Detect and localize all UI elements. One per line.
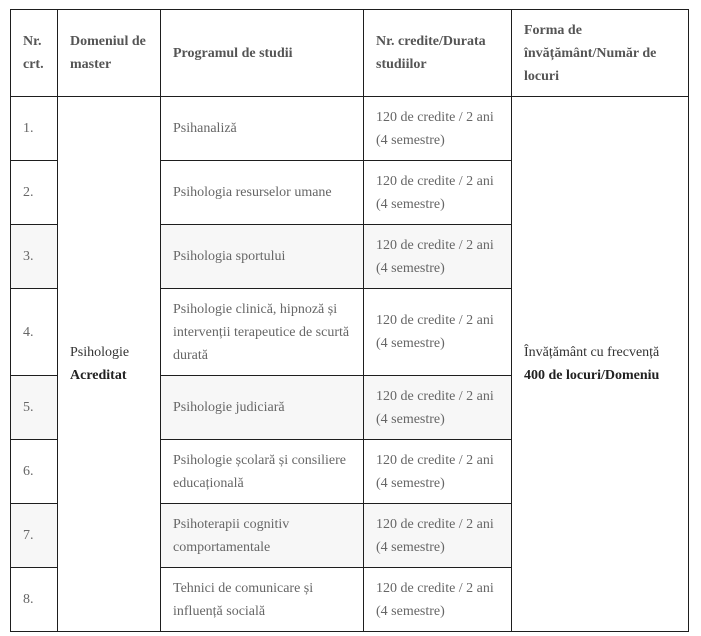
form-places: 400 de locuri/Domeniu xyxy=(524,368,660,383)
credits-duration: 120 de credite / 2 ani (4 semestre) xyxy=(364,376,512,440)
row-number: 3. xyxy=(11,225,58,289)
row-number: 2. xyxy=(11,161,58,225)
credits-duration: 120 de credite / 2 ani (4 semestre) xyxy=(364,161,512,225)
master-programs-table xyxy=(10,9,689,632)
credits-duration: 120 de credite / 2 ani (4 semestre) xyxy=(364,440,512,504)
row-number: 5. xyxy=(11,376,58,440)
program-name: Psihologia sportului xyxy=(161,225,364,289)
header-row xyxy=(11,10,689,97)
program-name: Psihanaliză xyxy=(161,97,364,161)
table-row xyxy=(11,97,689,161)
row-number: 7. xyxy=(11,504,58,568)
program-name: Psihoterapii cognitiv comportamentale xyxy=(161,504,364,568)
credits-duration: 120 de credite / 2 ani (4 semestre) xyxy=(364,504,512,568)
form-type: Învățământ cu frecvență xyxy=(524,345,660,360)
credits-duration: 120 de credite / 2 ani (4 semestre) xyxy=(364,289,512,376)
header-domain: Domeniul de master xyxy=(58,10,161,97)
program-name: Tehnici de comunicare și influență socială xyxy=(161,568,364,632)
header-form: Forma de învățământ/Număr de locuri xyxy=(512,10,689,97)
form-cell xyxy=(512,97,689,632)
header-credits: Nr. credite/Durata studiilor xyxy=(364,10,512,97)
row-number: 8. xyxy=(11,568,58,632)
credits-duration: 120 de credite / 2 ani (4 semestre) xyxy=(364,97,512,161)
credits-duration: 120 de credite / 2 ani (4 semestre) xyxy=(364,568,512,632)
domain-status: Acreditat xyxy=(70,368,127,383)
credits-duration: 120 de credite / 2 ani (4 semestre) xyxy=(364,225,512,289)
row-number: 6. xyxy=(11,440,58,504)
domain-name: Psihologie xyxy=(70,345,130,360)
program-name: Psihologie clinică, hipnoză și intervenții terapeutice de scurtă durată xyxy=(161,289,364,376)
row-number: 4. xyxy=(11,289,58,376)
row-number: 1. xyxy=(11,97,58,161)
domain-cell xyxy=(58,97,161,632)
program-name: Psihologie judiciară xyxy=(161,376,364,440)
program-name: Psihologia resurselor umane xyxy=(161,161,364,225)
header-nr: Nr. crt. xyxy=(11,10,58,97)
header-program: Programul de studii xyxy=(161,10,364,97)
program-name: Psihologie școlară și consiliere educațională xyxy=(161,440,364,504)
